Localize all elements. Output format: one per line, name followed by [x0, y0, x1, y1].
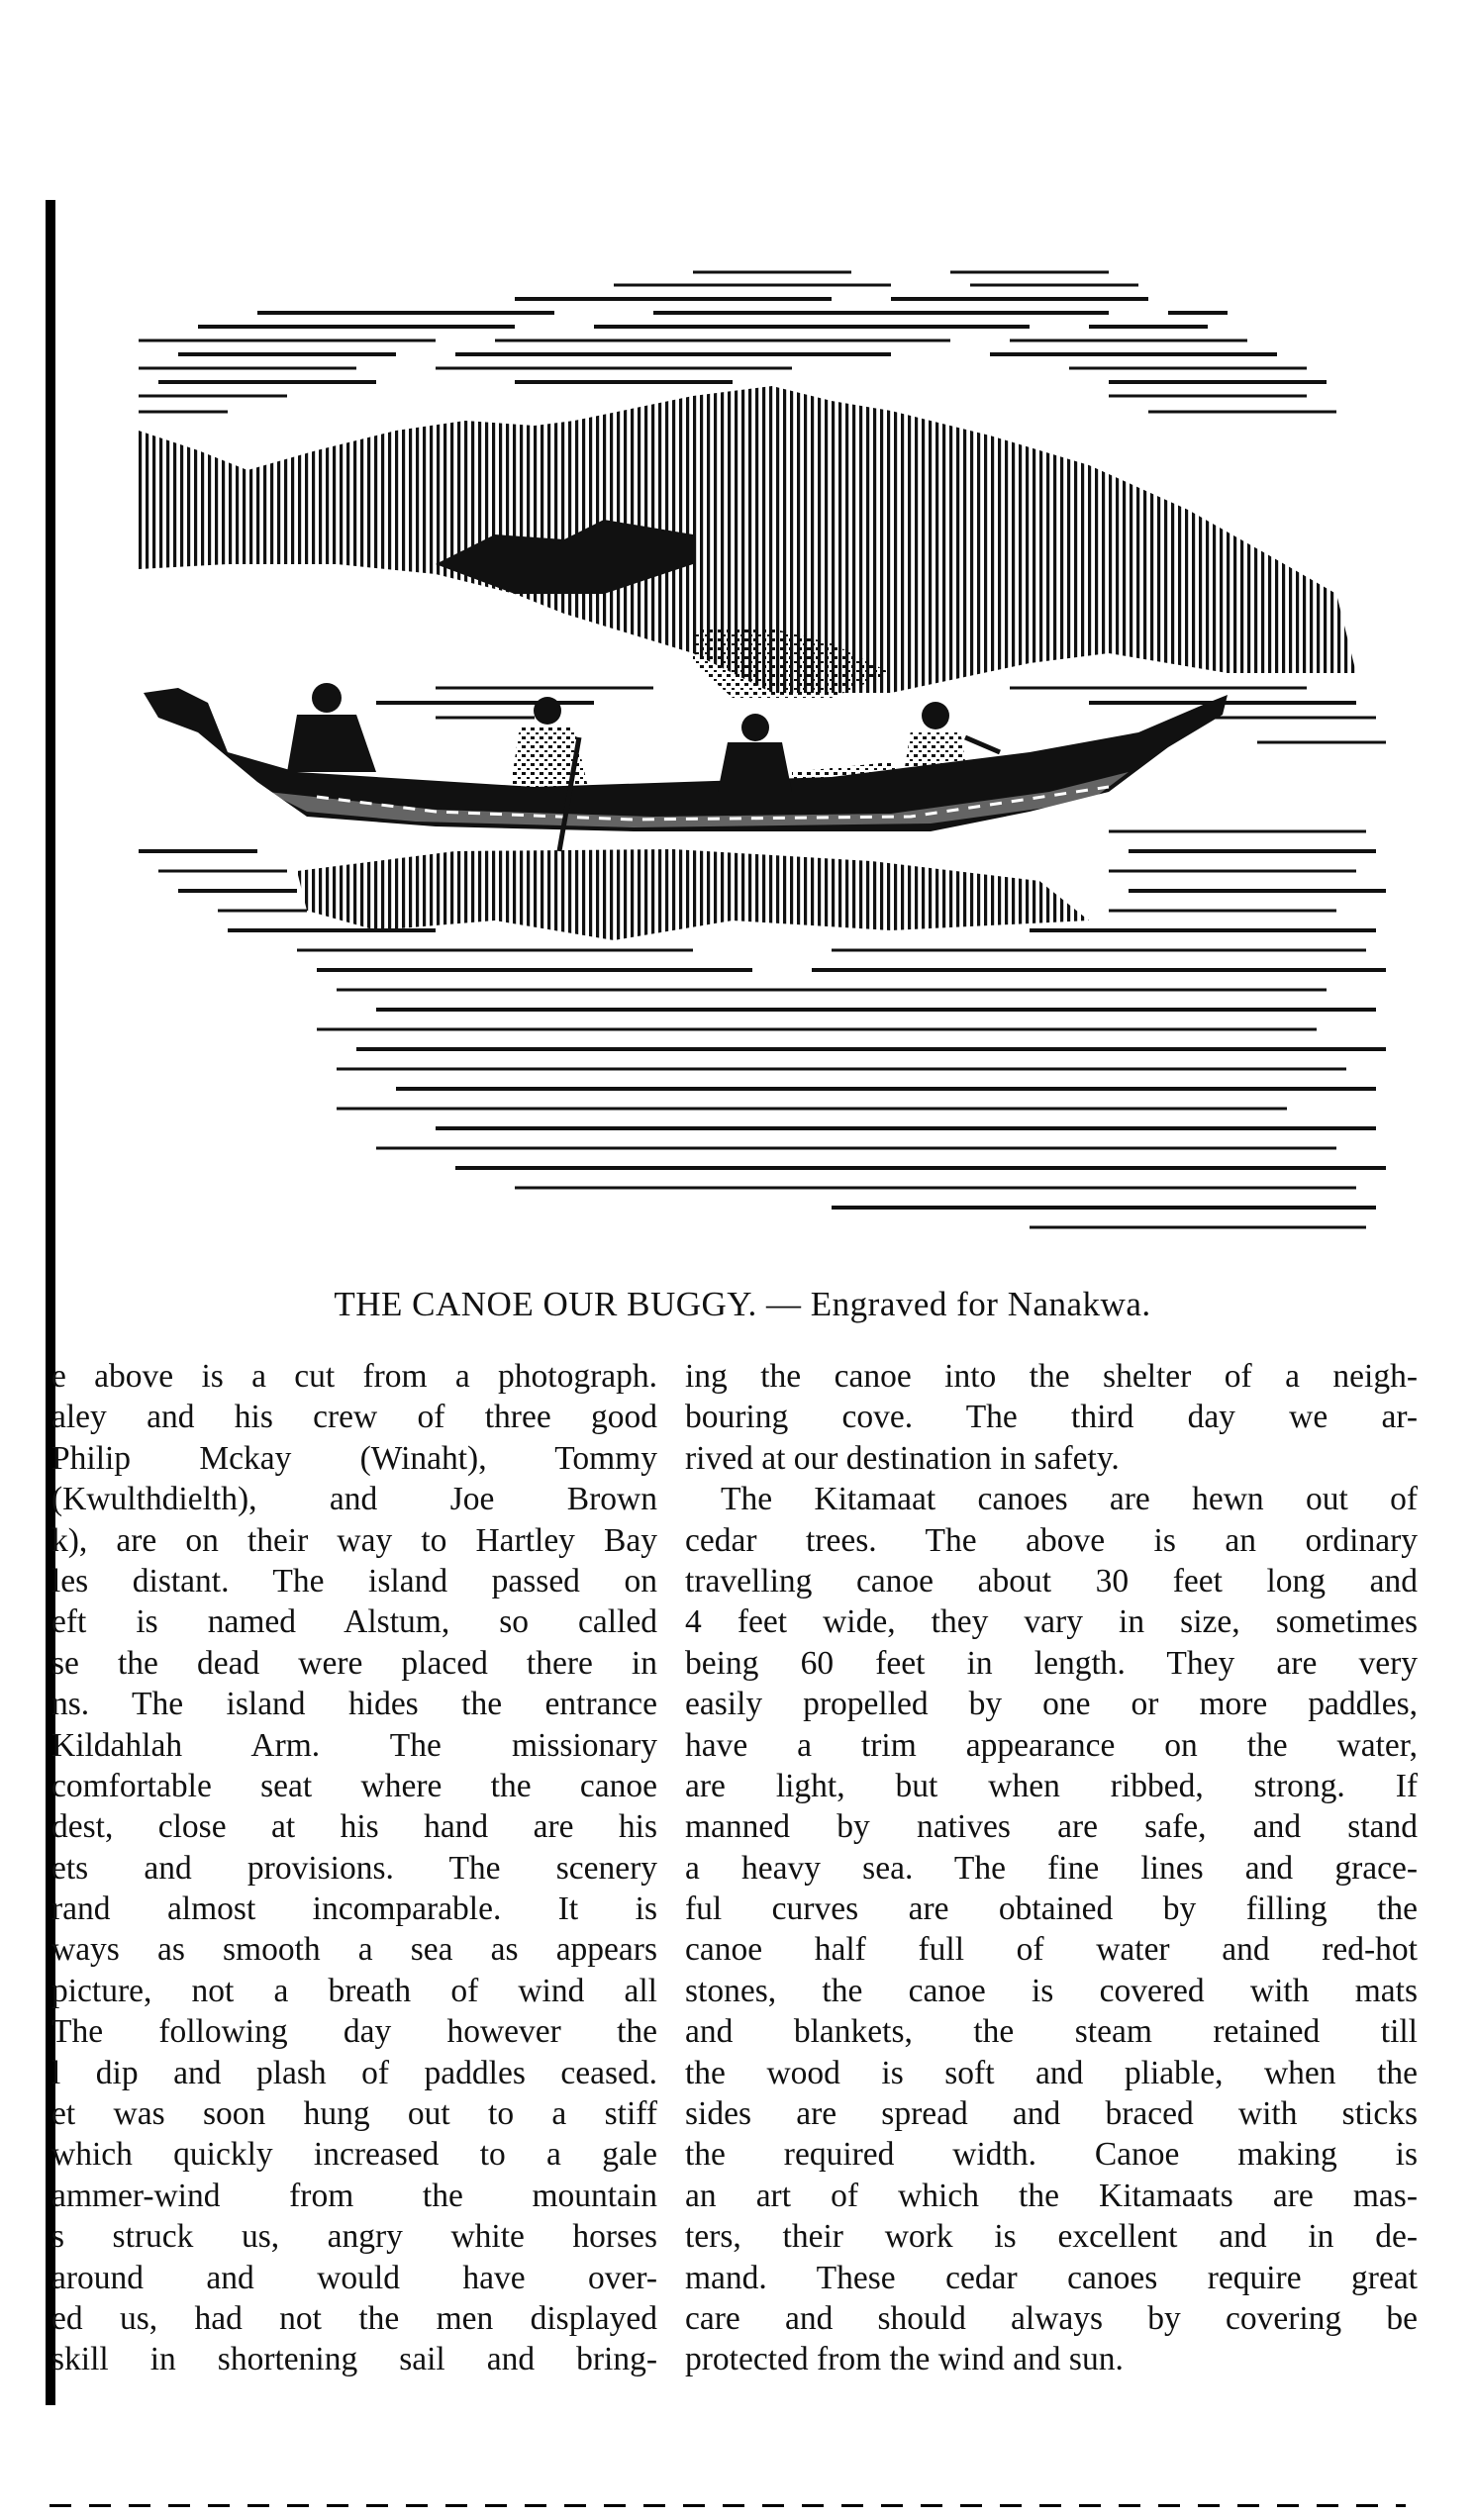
- text-line: around and would have over-: [51, 2259, 657, 2296]
- text-line: are light, but when ribbed, strong. If: [685, 1767, 1418, 1804]
- illustration-caption: THE CANOE OUR BUGGY. — Engraved for Nanakwa.: [334, 1285, 1151, 1323]
- text-line: have a trim appearance on the water,: [685, 1726, 1418, 1764]
- text-line: l dip and plash of paddles ceased.: [51, 2054, 657, 2091]
- canoe-reflection: [297, 849, 1089, 940]
- text-line: The Kitamaat canoes are hewn out of: [721, 1481, 1418, 1518]
- text-line: rand almost incomparable. It is: [51, 1890, 657, 1928]
- mountain-silhouette: [139, 386, 1356, 698]
- text-line: The following day however the: [51, 2013, 657, 2051]
- text-line: ful curves are obtained by filling the: [685, 1890, 1418, 1928]
- text-line: picture, not a breath of wind all: [51, 1972, 657, 2009]
- text-line: the wood is soft and pliable, when the: [685, 2054, 1418, 2091]
- text-line: sides are spread and braced with sticks: [685, 2095, 1418, 2133]
- canoe-engraving: [139, 238, 1396, 1257]
- text-line: 4 feet wide, they vary in size, sometimes: [685, 1603, 1418, 1641]
- text-line: ing the canoe into the shelter of a neigh-: [685, 1358, 1418, 1395]
- text-line: e above is a cut from a photograph.: [51, 1358, 657, 1395]
- text-line: rived at our destination in safety.: [685, 1439, 1120, 1477]
- text-line: a heavy sea. The fine lines and grace-: [685, 1849, 1418, 1887]
- text-line: k), are on their way to Hartley Bay: [51, 1521, 657, 1559]
- text-line: an art of which the Kitamaats are mas-: [685, 2177, 1418, 2214]
- text-line: bouring cove. The third day we ar-: [685, 1399, 1418, 1436]
- text-line: easily propelled by one or more paddles,: [685, 1686, 1418, 1723]
- text-line: ns. The island hides the entrance: [51, 1686, 657, 1723]
- text-line: Kildahlah Arm. The missionary: [51, 1726, 657, 1764]
- text-line: (Kwulthdielth), and Joe Brown: [51, 1481, 657, 1518]
- text-line: se the dead were placed there in: [51, 1644, 657, 1682]
- text-line: skill in shortening sail and bring-: [51, 2341, 657, 2378]
- text-line: ets and provisions. The scenery: [51, 1849, 657, 1887]
- text-line: eft is named Alstum, so called: [51, 1603, 657, 1641]
- text-line: manned by natives are safe, and stand: [685, 1808, 1418, 1846]
- text-line: protected from the wind and sun.: [685, 2341, 1124, 2378]
- text-line: which quickly increased to a gale: [51, 2136, 657, 2174]
- text-line: the required width. Canoe making is: [685, 2136, 1418, 2174]
- text-line: ed us, had not the men displayed: [51, 2299, 657, 2337]
- text-line: care and should always by covering be: [685, 2299, 1418, 2337]
- article-column-right: [685, 1356, 1418, 2380]
- text-line: et was soon hung out to a stiff: [51, 2095, 657, 2133]
- text-line: dest, close at his hand are his: [51, 1808, 657, 1846]
- text-line: canoe half full of water and red-hot: [685, 1931, 1418, 1969]
- text-line: les distant. The island passed on: [51, 1562, 657, 1599]
- text-line: Philip Mckay (Winaht), Tommy: [51, 1439, 657, 1477]
- text-line: comfortable seat where the canoe: [51, 1767, 657, 1804]
- text-line: stones, the canoe is covered with mats: [685, 1972, 1418, 2009]
- text-line: mand. These cedar canoes require great: [685, 2259, 1418, 2296]
- text-line: cedar trees. The above is an ordinary: [685, 1521, 1418, 1559]
- text-line: travelling canoe about 30 feet long and: [685, 1562, 1418, 1599]
- text-line: ammer-wind from the mountain: [51, 2177, 657, 2214]
- text-line: ters, their work is excellent and in de-: [685, 2218, 1418, 2256]
- article-column-left: [51, 1356, 657, 2380]
- text-line: s struck us, angry white horses: [51, 2218, 657, 2256]
- bottom-rule: [49, 2504, 1406, 2507]
- text-line: being 60 feet in length. They are very: [685, 1644, 1418, 1682]
- text-line: ways as smooth a sea as appears: [51, 1931, 657, 1969]
- text-line: and blankets, the steam retained till: [685, 2013, 1418, 2051]
- text-line: aley and his crew of three good: [51, 1399, 657, 1436]
